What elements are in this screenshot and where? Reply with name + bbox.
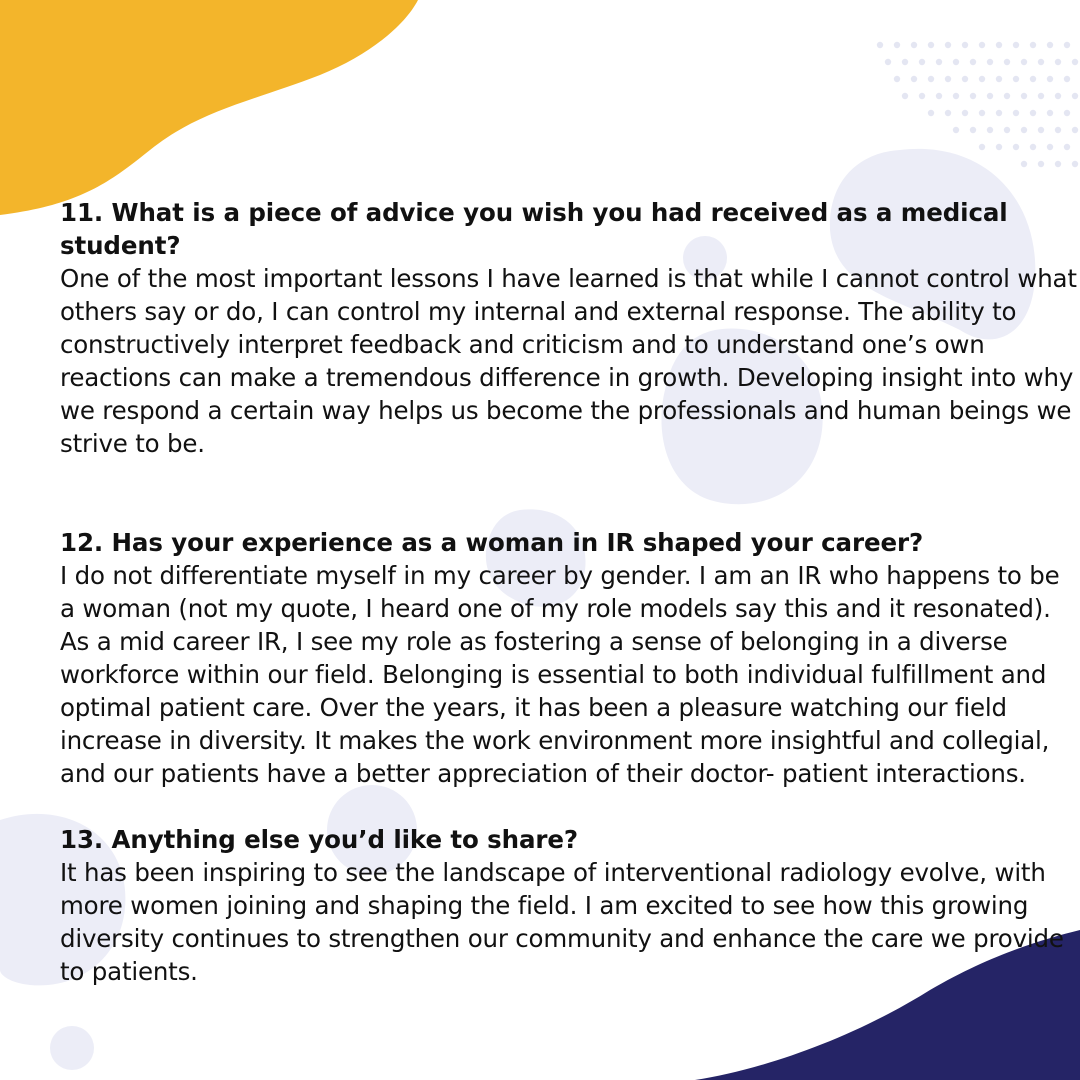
pattern-dot [936, 93, 942, 99]
pattern-dot [928, 42, 934, 48]
pattern-dot [1030, 110, 1036, 116]
pattern-dot [953, 127, 959, 133]
pattern-dot [1038, 161, 1044, 167]
pattern-dot [1055, 59, 1061, 65]
pattern-dot [1047, 110, 1053, 116]
pattern-dot [987, 127, 993, 133]
pattern-dot [919, 59, 925, 65]
pattern-dot [1013, 42, 1019, 48]
pattern-dot [1047, 42, 1053, 48]
pattern-dot [1021, 59, 1027, 65]
pattern-dot [970, 127, 976, 133]
pattern-dot [1047, 144, 1053, 150]
pattern-dot [1030, 144, 1036, 150]
question-13: 13. Anything else you’d like to share? [60, 825, 579, 854]
pattern-dot [987, 59, 993, 65]
pattern-dot [1038, 127, 1044, 133]
pattern-dot [1047, 76, 1053, 82]
section-spacer [60, 790, 1078, 823]
pattern-dot [928, 110, 934, 116]
pattern-dot [928, 76, 934, 82]
pattern-dot [962, 76, 968, 82]
pattern-dot [996, 144, 1002, 150]
pattern-dot [1021, 161, 1027, 167]
answer-12: I do not differentiate myself in my career by gender. I am an IR who happens to be a woman (not my quote, I heard one of my role models say this and it resonated). As a mid career IR, I see my role as fostering a sense of belonging in a diverse workforce within our field. Belonging is essential to both individual fulfillment and optimal patient care. Over the years, it has been a pleasure watching our field increase in diversity. It makes the work environment more insightful and collegial, and our patients have a better appreciation of their doctor- patient interactions. [60, 561, 1060, 788]
pattern-dot [945, 42, 951, 48]
pattern-dot [1021, 93, 1027, 99]
pattern-dot [945, 76, 951, 82]
pattern-dot [987, 93, 993, 99]
pattern-dot [962, 110, 968, 116]
pattern-dot [902, 59, 908, 65]
question-11: 11. What is a piece of advice you wish you had received as a medical student? [60, 198, 1008, 260]
pattern-dot [962, 42, 968, 48]
pattern-dot [1064, 110, 1070, 116]
pattern-dot [1004, 59, 1010, 65]
pattern-dot [877, 42, 883, 48]
pattern-dot [1072, 93, 1078, 99]
pattern-dot [1064, 144, 1070, 150]
pattern-dot [979, 42, 985, 48]
pattern-dot [945, 110, 951, 116]
pattern-dot [894, 42, 900, 48]
section-spacer [60, 460, 1078, 526]
pattern-dot [936, 59, 942, 65]
pattern-dot [996, 76, 1002, 82]
pattern-dot [1013, 144, 1019, 150]
pattern-dot [979, 144, 985, 150]
yellow-blob [0, 0, 418, 215]
pattern-dot [1064, 42, 1070, 48]
pattern-dot [902, 93, 908, 99]
pattern-dot [979, 110, 985, 116]
pattern-dot [1038, 59, 1044, 65]
pattern-dot [970, 93, 976, 99]
interview-content [60, 196, 1078, 988]
pattern-dot [1055, 161, 1061, 167]
pattern-dot [1004, 93, 1010, 99]
pattern-dot [919, 93, 925, 99]
pattern-dot [1072, 161, 1078, 167]
pattern-dot [1004, 127, 1010, 133]
pattern-dot [1055, 127, 1061, 133]
pattern-dot [911, 76, 917, 82]
pattern-dot [1072, 59, 1078, 65]
lavender-dot-corner [50, 1026, 94, 1070]
pattern-dot [996, 110, 1002, 116]
qa-section-12 [60, 526, 1078, 790]
pattern-dot [953, 93, 959, 99]
qa-section-13 [60, 823, 1078, 988]
dot-pattern [877, 42, 1078, 167]
pattern-dot [1072, 127, 1078, 133]
pattern-dot [979, 76, 985, 82]
pattern-dot [885, 59, 891, 65]
pattern-dot [911, 42, 917, 48]
pattern-dot [1030, 76, 1036, 82]
pattern-dot [1013, 110, 1019, 116]
pattern-dot [894, 76, 900, 82]
pattern-dot [1038, 93, 1044, 99]
pattern-dot [970, 59, 976, 65]
pattern-dot [996, 42, 1002, 48]
question-12: 12. Has your experience as a woman in IR shaped your career? [60, 528, 924, 557]
pattern-dot [1030, 42, 1036, 48]
pattern-dot [1055, 93, 1061, 99]
answer-11: One of the most important lessons I have learned is that while I cannot control what others say or do, I can control my internal and external response. The ability to constructively interpret feedback and criticism and to understand one’s own reactions can make a tremendous difference in growth. Developing insight into why we respond a certain way helps us become the professionals and human beings we strive to be. [60, 264, 1077, 458]
qa-section-11 [60, 196, 1078, 460]
pattern-dot [1021, 127, 1027, 133]
answer-13: It has been inspiring to see the landscape of interventional radiology evolve, with more women joining and shaping the field. I am excited to see how this growing diversity continues to strengthen our community and enhance the care we provide to patients. [60, 858, 1064, 986]
pattern-dot [953, 59, 959, 65]
pattern-dot [1013, 76, 1019, 82]
pattern-dot [1064, 76, 1070, 82]
